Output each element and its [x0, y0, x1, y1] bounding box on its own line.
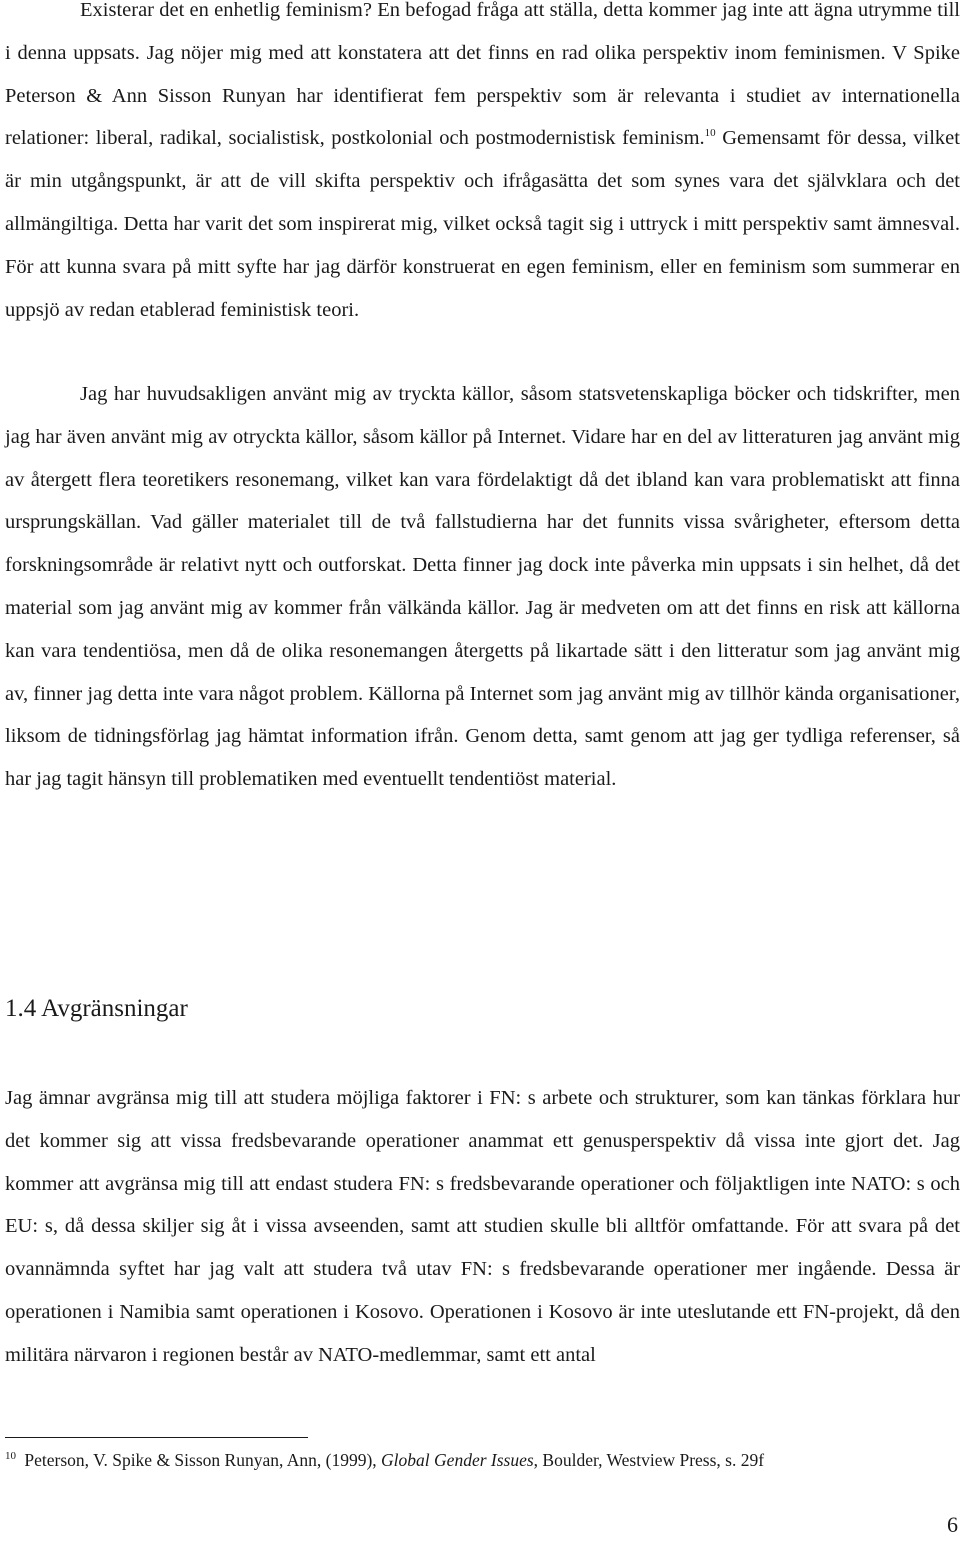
section-heading: 1.4 Avgränsningar — [5, 995, 188, 1022]
paragraph-text: Existerar det en enhetlig feminism? En befogad fråga att ställa, detta kommer jag inte att ägna utrymme till i denna uppsats. Jag nöjer mig med att konstatera att det finns en rad olika perspektiv inom feminismen. — [5, 0, 960, 64]
paragraph-sources: Jag har huvudsakligen använt mig av tryckta källor, såsom statsvetenskapliga böcker och tidskrifter, men jag har även använt mig av otryckta källor, såsom källor på Internet. Vidare har en del av litteraturen jag använt mig av återgett flera teoretikers resonemang, vilket kan vara fördelaktigt då det ibland kan vara problematiskt att finna ursprungskällan. Vad gäller materialet till de två fallstudierna har det funnits vissa svårigheter, eftersom detta forskningsområde är relativt nytt och outforskat. Detta finner jag dock inte påverka min uppsats i sin helhet, då det material som jag använt mig av kommer från välkända källor. Jag är medveten om att det finns en risk att källorna kan vara tendentiösa, men då de olika resonemangen återgetts på likartade sätt i den litteratur som jag använt mig av, finner jag detta inte vara något problem. Källorna på Internet som jag använt mig av tillhör kända organisationer, liksom de tidningsförlag jag hämtat information ifrån. Genom detta, samt genom att jag ger tydliga referenser, så har jag tagit hänsyn till problematiken med eventuellt tendentiöst material. — [5, 383, 960, 791]
footnote-text: Peterson, V. Spike & Sisson Runyan, Ann, (1999), — [20, 1450, 382, 1470]
footnote-reference[interactable]: 10 — [704, 127, 716, 140]
paragraph-delimitations: Jag ämnar avgränsa mig till att studera möjliga faktorer i FN: s arbete och strukturer, som kan tänkas förklara hur det kommer sig att vissa fredsbevarande operationer anammat ett genusperspektiv då vissa inte gjort det. Jag kommer att avgränsa mig till att endast studera FN: s fredsbevarande operationer och följaktligen inte NATO: s och EU: s, då dessa skiljer sig åt i vissa avseenden, samt att studien skulle bli alltför omfattande. För att svara på det ovannämnda syftet har jag valt att studera två utav FN: s fredsbevarande operationer mer ingående. Dessa är operationen i Namibia samt operationen i Kosovo. Operationen i Kosovo är inte uteslutande ett FN-projekt, då den militära närvaron i regionen består av NATO-medlemmar, samt ett antal — [5, 1087, 960, 1366]
footnote — [5, 1447, 945, 1473]
footnote-number: 10 — [5, 1450, 16, 1463]
footnote-divider — [5, 1437, 308, 1438]
paragraph-text: Gemensamt för dessa, vilket är min utgångspunkt, är att de vill skifta perspektiv och ifrågasätta det som synes vara det självklara och det allmängiltiga. Detta har varit det som inspirerat mig, vilket också tagit sig i uttryck i mitt perspektiv samt ämnesval. För att kunna svara på mitt syfte har jag därför konstruerat en egen feminism, eller en feminism som summerar en uppsjö av redan etablerad feministisk teori. — [5, 127, 960, 321]
paragraph-text: V Spike Peterson & Ann Sisson Runyan har identifierat fem perspektiv som är relevanta i studiet av internationella relationer: liberal, radikal, socialistisk, postkolonial och postmodernistisk feminism. — [5, 41, 960, 150]
paragraph-feminism-perspectives — [5, 0, 960, 331]
page-number: 6 — [947, 1512, 958, 1537]
footnote-book-title: Global Gender Issues — [381, 1450, 534, 1470]
footnote-text: , Boulder, Westview Press, s. 29f — [533, 1450, 765, 1470]
